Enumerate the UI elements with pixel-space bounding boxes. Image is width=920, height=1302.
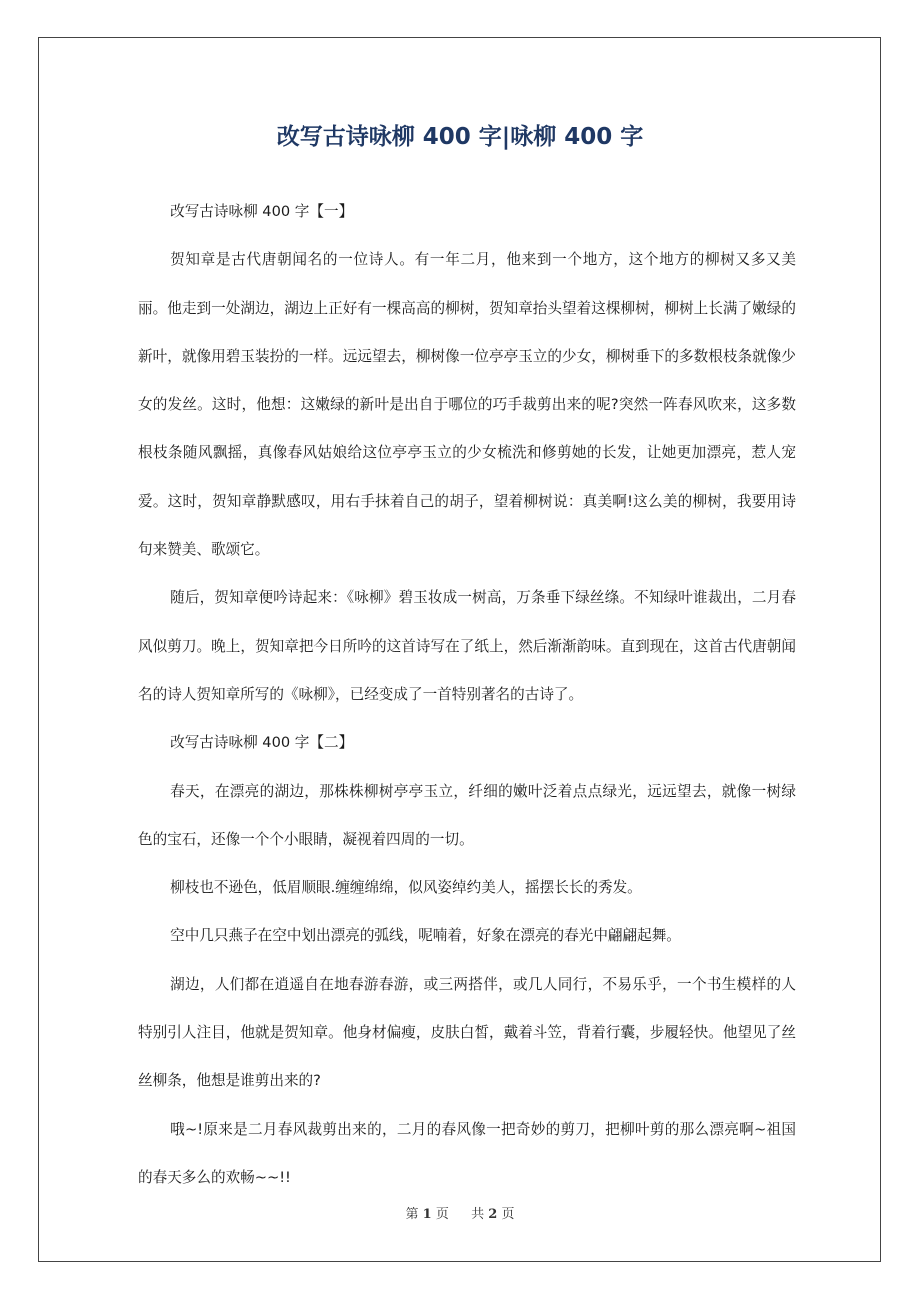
paragraph: 贺知章是古代唐朝闻名的一位诗人。有一年二月，他来到一个地方，这个地方的柳树又多又美丽。他走到一处湖边，湖边上正好有一棵高高的柳树，贺知章抬头望着这棵柳树，柳树上长满了嫩绿的新叶，就像用碧玉装扮的一样。远远望去，柳树像一位亭亭玉立的少女，柳树垂下的多数根枝条就像少女的发丝。这时，他想：这嫩绿的新叶是出自于哪位的巧手裁剪出来的呢?突然一阵春风吹来，这多数根枝条随风飘摇，真像春风姑娘给这位亭亭玉立的少女梳洗和修剪她的长发，让她更加漂亮，惹人宠爱。这时，贺知章静默感叹，用右手抹着自己的胡子，望着柳树说：真美啊!这么美的柳树，我要用诗句来赞美、歌颂它。 (138, 251, 796, 559)
total-prefix: 共 (471, 1207, 485, 1222)
current-page-number: 1 (422, 1207, 432, 1222)
page-prefix: 第 (405, 1207, 419, 1222)
paragraph: 柳枝也不逊色，低眉顺眼.缠缠绵绵，似风姿绰约美人，摇摆长长的秀发。 (170, 879, 642, 897)
paragraph: 春天，在漂亮的湖边，那株株柳树亭亭玉立，纤细的嫩叶泛着点点绿光，远远望去，就像一树绿色的宝石，还像一个个小眼睛，凝视着四周的一切。 (138, 782, 796, 848)
paragraph: 空中几只燕子在空中划出漂亮的弧线，呢喃着，好象在漂亮的春光中翩翩起舞。 (170, 927, 681, 945)
page-footer (0, 1205, 920, 1225)
page-unit: 页 (435, 1207, 449, 1222)
paragraph: 湖边，人们都在逍遥自在地春游春游，或三两搭伴，或几人同行，不易乐乎，一个书生模样的人特别引人注目，他就是贺知章。他身材偏瘦，皮肤白皙，戴着斗笠，背着行囊，步履轻快。他望见了丝丝柳条，他想是谁剪出来的? (138, 975, 796, 1090)
document-title: 改写古诗咏柳 400 字|咏柳 400 字 (276, 124, 644, 150)
paragraph: 哦~!原来是二月春风裁剪出来的，二月的春风像一把奇妙的剪刀，把柳叶剪的那么漂亮啊~祖国的春天多么的欢畅~~!! (138, 1120, 796, 1186)
paragraph: 随后，贺知章便吟诗起来：《咏柳》碧玉妆成一树高，万条垂下绿丝绦。不知绿叶谁裁出，二月春风似剪刀。晚上，贺知章把今日所吟的这首诗写在了纸上，然后渐渐韵味。直到现在，这首古代唐朝闻名的诗人贺知章所写的《咏柳》，已经变成了一首特别著名的古诗了。 (138, 589, 796, 703)
total-page-number: 2 (488, 1207, 498, 1222)
document-body (138, 188, 796, 1202)
total-unit: 页 (501, 1207, 515, 1222)
section-heading-1: 改写古诗咏柳 400 字【一】 (170, 203, 354, 220)
section-heading-2: 改写古诗咏柳 400 字【二】 (170, 734, 354, 752)
